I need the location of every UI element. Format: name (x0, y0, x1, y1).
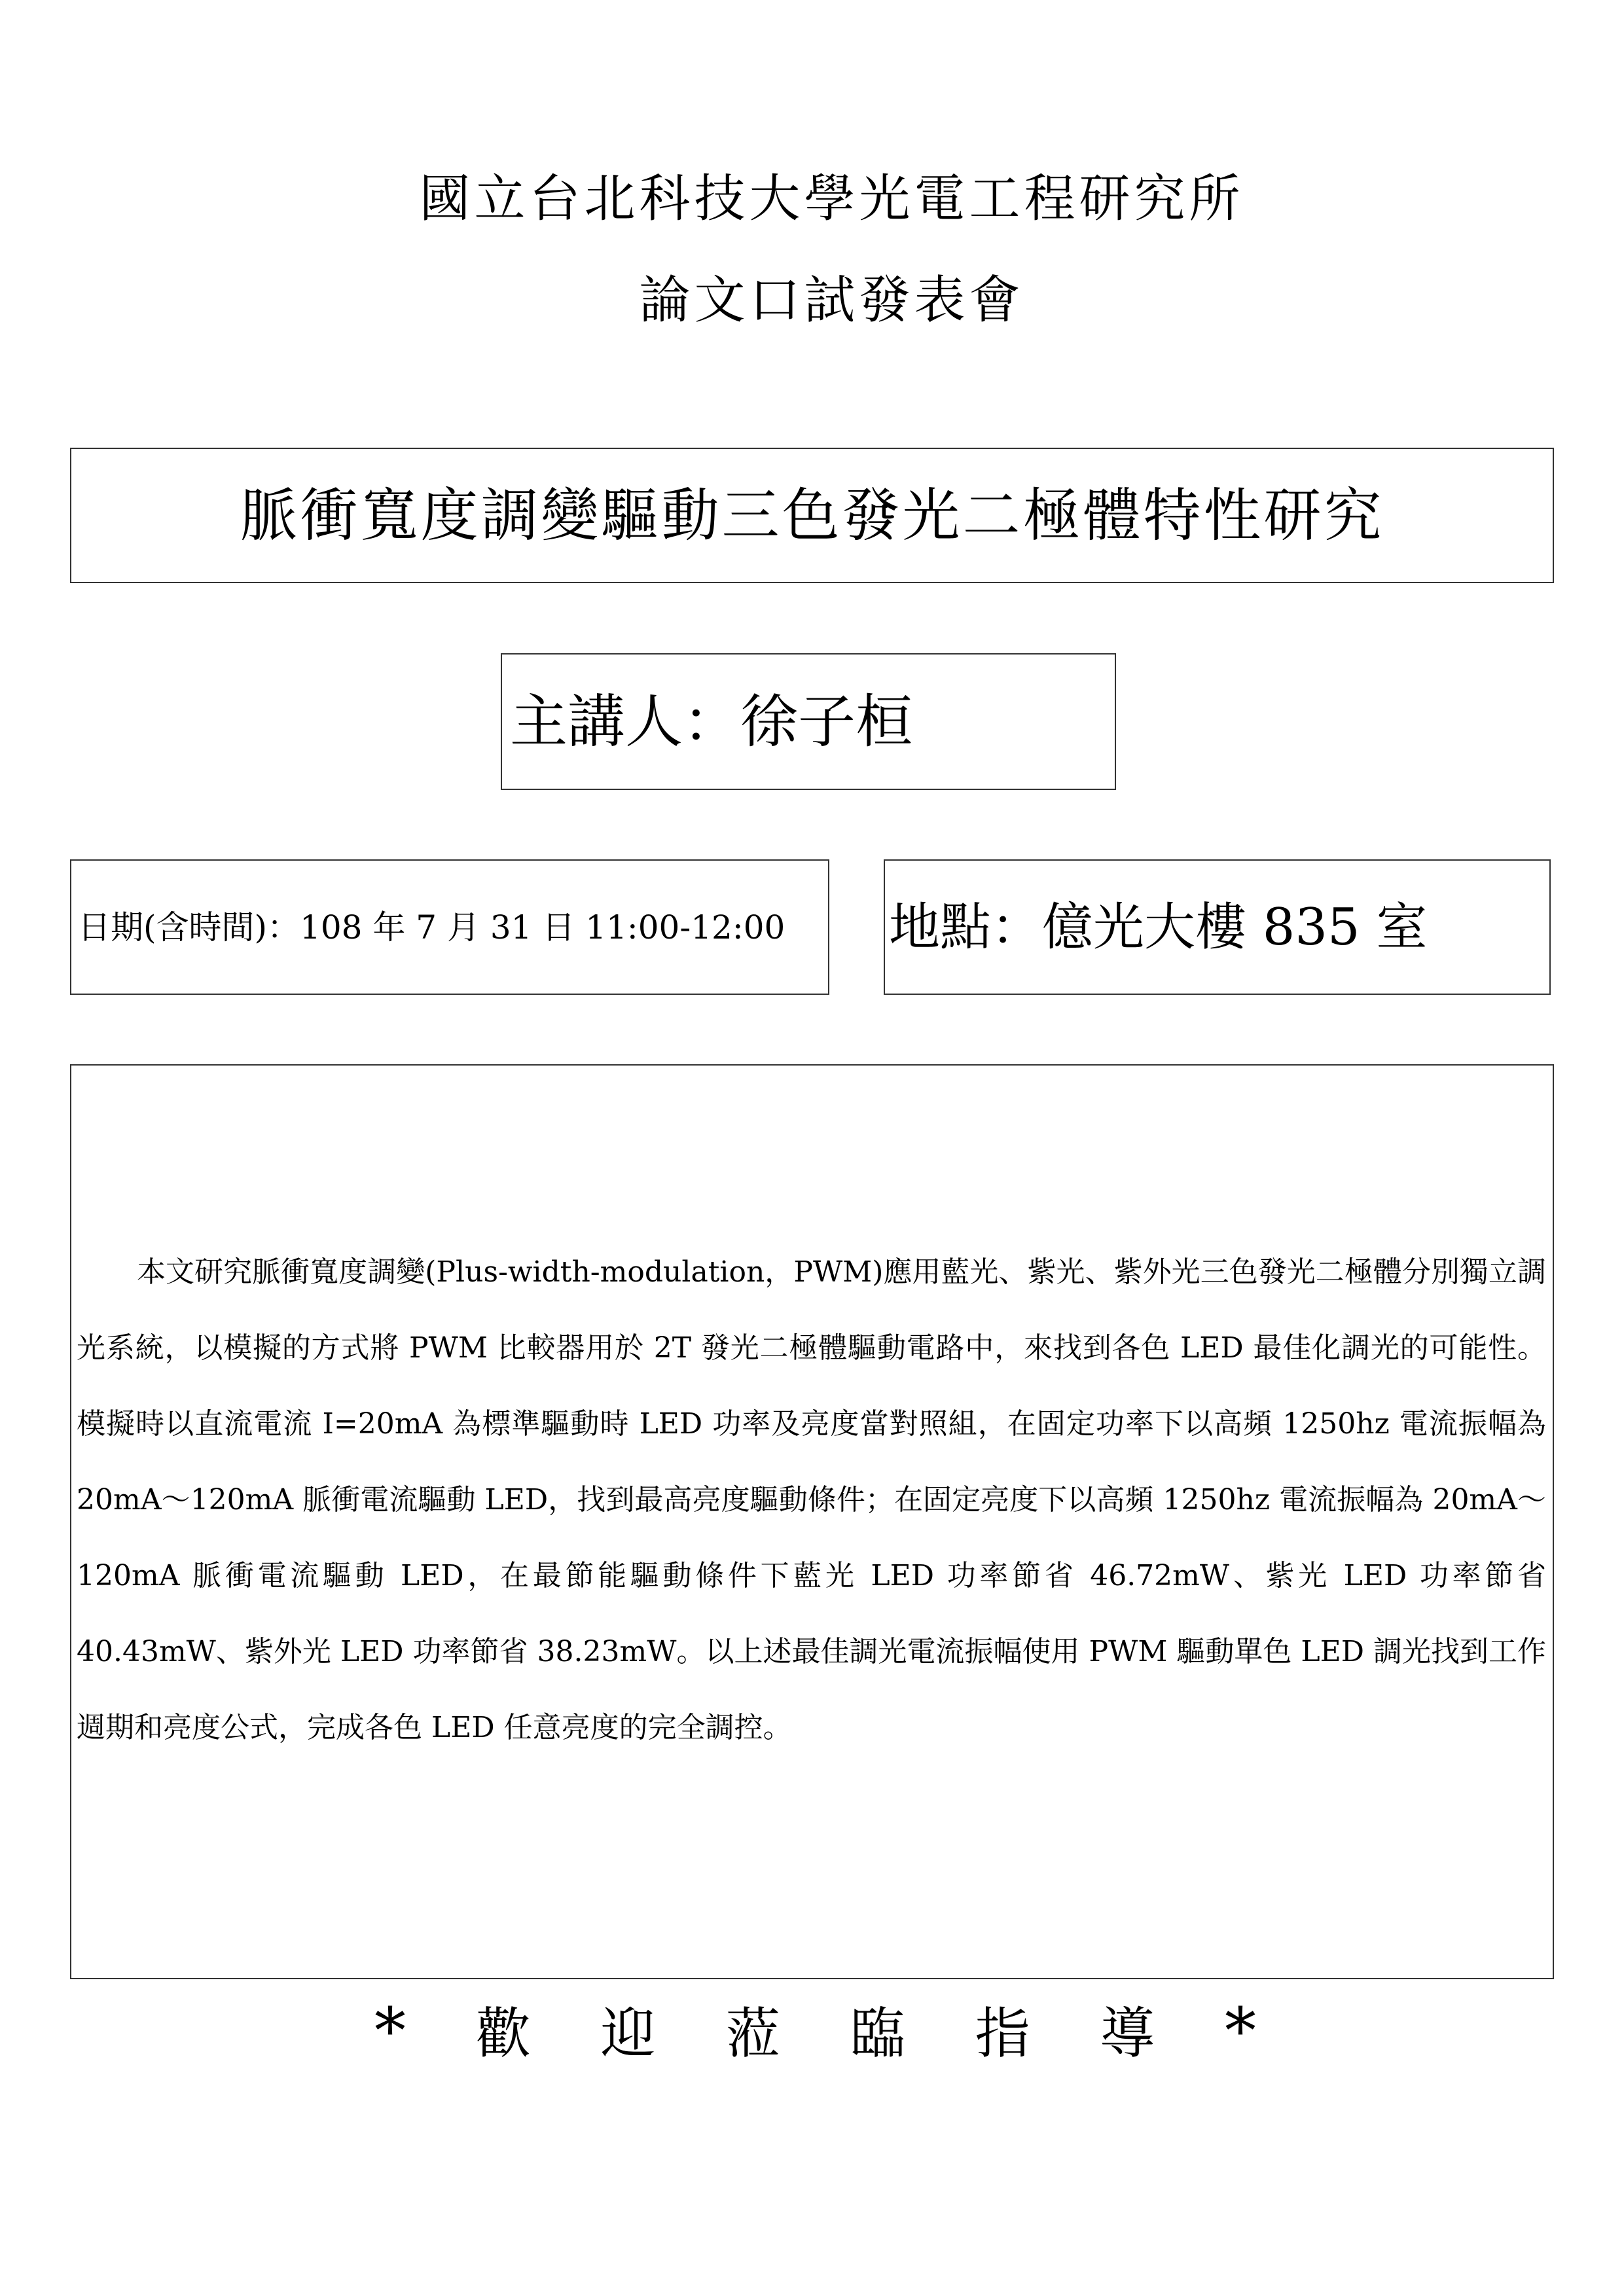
speaker-label: 主講人：徐子桓 (510, 687, 914, 755)
speaker-box (501, 653, 1116, 790)
welcome-banner (0, 1994, 1624, 2068)
welcome-char: 臨 (850, 2001, 905, 2066)
welcome-char: 迎 (600, 2001, 656, 2066)
asterisk-right: * (1225, 1994, 1256, 2068)
welcome-char: 歡 (475, 2001, 531, 2066)
location-box (884, 859, 1551, 995)
welcome-char: 蒞 (725, 2001, 781, 2066)
welcome-char: 導 (1100, 2001, 1155, 2066)
abstract-text: 本文研究脈衝寬度調變(Plus-width-modulation，PWM)應用藍光、紫光、紫外光三色發光二極體分別獨立調光系統，以模擬的方式將 PWM 比較器用於 2T 發光二極體驅動電路中，來找到各色 LED 最佳化調光的可能性。模擬時以直流電流 I=20mA 為標準驅動時 LED 功率及亮度當對照組，在固定功率下以高頻 1250hz 電流振幅為 20mA～120mA 脈衝電流驅動 LED，找到最高亮度驅動條件；在固定亮度下以高頻 1250hz 電流振幅為 20mA～120mA 脈衝電流驅動 LED，在最節能驅動條件下藍光 LED 功率節省 46.72mW、紫光 LED 功率節省 40.43mW、紫外光 LED 功率節省 38.23mW。以上述最佳調光電流振幅使用 PWM 驅動單色 LED 調光找到工作週期和亮度公式，完成各色 LED 任意亮度的完全調控。 (77, 1255, 1546, 1744)
event-heading: 論文口試發表會 (639, 271, 1024, 330)
abstract-box (70, 1064, 1554, 1979)
thesis-title-box (70, 448, 1554, 583)
asterisk-left: * (374, 1994, 406, 2068)
welcome-char: 指 (975, 2001, 1030, 2066)
date-box (70, 859, 829, 995)
institution-heading: 國立台北科技大學光電工程研究所 (419, 170, 1244, 228)
thesis-title: 脈衝寬度調變驅動三色發光二極體特性研究 (240, 481, 1384, 549)
location-label: 地點：億光大樓 835 室 (889, 897, 1428, 957)
date-time-label: 日期(含時間)：108 年 7 月 31 日 11:00-12:00 (78, 908, 785, 946)
